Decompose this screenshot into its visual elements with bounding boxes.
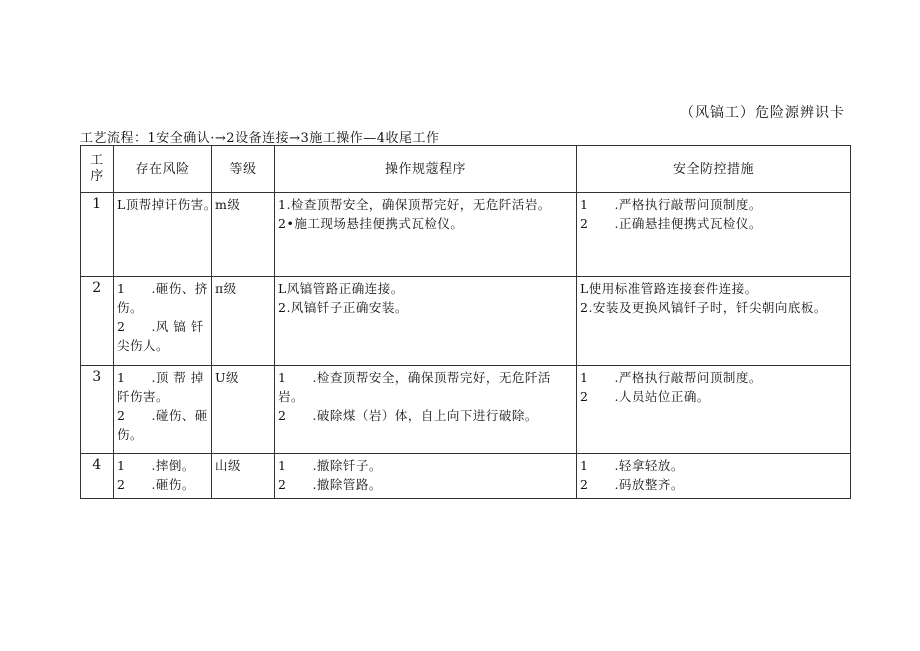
procedure-line: 1 .撤除钎子。	[278, 458, 382, 473]
procedure-line: 1 .检查顶帮安全，确保顶帮完好，无危阡活	[278, 370, 551, 385]
measures-line: 2.安装及更换风镐钎子时，钎尖朝向底板。	[580, 300, 827, 315]
table-row	[81, 277, 851, 366]
procedure-line: 2 .破除煤（岩）体，自上向下进行破除。	[278, 408, 538, 423]
risk-line: 1 .摔倒。	[117, 458, 195, 473]
header-procedure: 操作规蔻程序	[275, 146, 577, 193]
procedure-cell	[275, 277, 577, 366]
procedure-line: 1.检查顶帮安全，确保顶帮完好，无危阡活岩。	[278, 197, 551, 212]
risk-cell	[114, 193, 217, 277]
measures-line: 1 .严格执行敲帮问顶制度。	[580, 370, 762, 385]
header-row	[81, 146, 851, 193]
process-flow: 工艺流程：1安全确认·→2设备连接→3施工操作—4收尾工作	[80, 131, 440, 146]
measures-line: 2 .正确悬挂便携式瓦检仪。	[580, 216, 762, 231]
level-cell: π级	[212, 277, 275, 366]
risk-line: 1 .顶 帮 掉	[117, 370, 204, 385]
risk-cell	[114, 277, 212, 366]
level-cell: U级	[212, 366, 275, 454]
measures-cell	[577, 454, 851, 499]
step-number: 4	[81, 454, 114, 499]
table-row	[81, 454, 851, 499]
header-risk: 存在风险	[114, 146, 212, 193]
risk-cell	[114, 454, 212, 499]
measures-line: 1 .严格执行敲帮问顶制度。	[580, 197, 762, 212]
header-measures: 安全防控措施	[577, 146, 851, 193]
measures-cell	[577, 193, 851, 277]
card-title: （风镐工）危险源辨识卡	[680, 105, 845, 121]
measures-line: L使用标准管路连接套件连接。	[580, 281, 758, 296]
risk-line: 伤。	[117, 427, 144, 442]
header-level: 等级	[212, 146, 275, 193]
procedure-line: 岩。	[278, 389, 305, 404]
step-number: 1	[81, 193, 114, 277]
procedure-cell	[275, 193, 577, 277]
risk-line: 2 .碰伤、砸	[117, 408, 208, 423]
table-row	[81, 193, 851, 277]
measures-line: 1 .轻拿轻放。	[580, 458, 684, 473]
measures-line: 2 .人员站位正确。	[580, 389, 710, 404]
risk-line: 阡伤害。	[117, 389, 170, 404]
measures-cell	[577, 366, 851, 454]
risk-line: 1 .砸伤、挤	[117, 281, 208, 296]
procedure-line: L风镐管路正确连接。	[278, 281, 404, 296]
table-row	[81, 366, 851, 454]
measures-line: 2 .码放整齐。	[580, 477, 684, 492]
risk-line: 2 .风 镐 钎	[117, 319, 204, 334]
header-step: 工序	[81, 146, 114, 193]
level-cell: 山级	[212, 454, 275, 499]
procedure-line: 2 .撤除管路。	[278, 477, 382, 492]
procedure-cell	[275, 454, 577, 499]
step-number: 3	[81, 366, 114, 454]
hazard-table	[80, 145, 851, 499]
risk-line: 尖伤人。	[117, 338, 170, 353]
risk-cell	[114, 366, 212, 454]
procedure-line: 2.风镐钎子正确安装。	[278, 300, 408, 315]
risk-line: L顶帮掉讦伤害。	[117, 197, 217, 212]
risk-line: 伤。	[117, 300, 144, 315]
step-number: 2	[81, 277, 114, 366]
level-cell: m级	[212, 193, 275, 277]
measures-cell	[577, 277, 851, 366]
procedure-line: 2•施工现场悬挂便携式瓦检仪。	[278, 216, 464, 231]
procedure-cell	[275, 366, 577, 454]
risk-line: 2 .砸伤。	[117, 477, 195, 492]
